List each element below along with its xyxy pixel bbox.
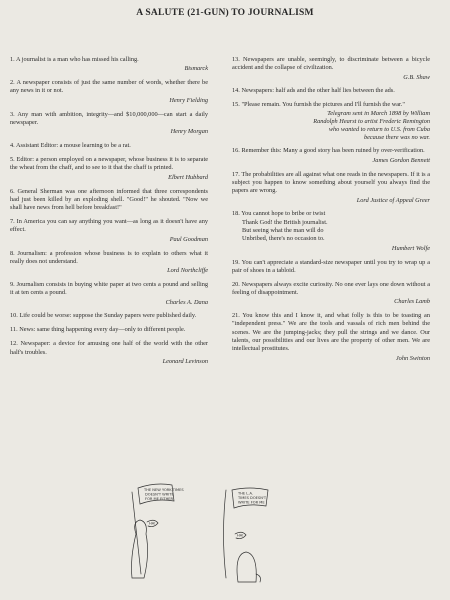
right-sign-line: WRITE FOR ME xyxy=(238,500,265,505)
quote-16 xyxy=(232,147,430,165)
quote-text: 16. Remember this: Many a good story has been ruined by over-verification. xyxy=(232,147,425,155)
left-bubble-text: HA! xyxy=(149,521,156,526)
verse-line: But seeing what the man will do xyxy=(242,227,324,235)
quote-attribution: Henry Morgan xyxy=(170,128,208,136)
quote-text: 8. Journalism: a profession whose business is to explain to others what it really does not understand. xyxy=(10,249,208,265)
quote-source-line: because there was no war. xyxy=(363,133,430,141)
quote-13 xyxy=(232,56,430,82)
quote-text: 17. The probabilities are all against what one reads in the newspapers. If it is a subject you happen to know something about yourself you always find the papers are wrong. xyxy=(232,170,430,195)
quote-3 xyxy=(10,111,208,137)
right-sign-post xyxy=(224,490,227,578)
quote-18 xyxy=(232,210,430,252)
quote-1 xyxy=(10,56,208,74)
quote-attribution: Lord Justice of Appeal Greer xyxy=(356,196,430,204)
quote-text: 5. Editor: a person employed on a newspaper, whose business it is to separate the wheat from the chaff, and to see to it that the chaff is printed. xyxy=(10,156,208,172)
quote-source-line: Randolph Hearst to artist Frederic Remington xyxy=(313,117,430,125)
quote-attribution: Paul Goodman xyxy=(169,235,208,243)
left-column xyxy=(10,56,208,372)
quote-text: 10. Life could be worse: suppose the Sunday papers were published daily. xyxy=(10,312,197,320)
left-sign-line: DOESN'T WRITE xyxy=(145,492,174,497)
left-sign-post xyxy=(132,492,141,574)
quote-11 xyxy=(10,326,208,334)
quote-attribution: Elbert Hubbard xyxy=(168,173,208,181)
right-sign-line: TIMES DOESN'T xyxy=(238,496,267,500)
cartoon-illustration xyxy=(110,474,310,590)
quote-attribution: Charles Lamb xyxy=(394,298,430,306)
quote-text: 12. Newspaper: a device for amusing one half of the world with the other half's troubles. xyxy=(10,340,208,356)
quote-text: 18. You cannot hope to bribe or twist xyxy=(232,210,326,218)
quote-text: 1. A journalist is a man who has missed his calling. xyxy=(10,56,139,63)
quote-text: 21. You know this and I know it, and what folly is this to be toasting an "independent press." We are the tools and vassals of rich men behind the scenes. We are the jumping-jacks; they pull the strings and we dance. Our talents, our possibilities and our lives are the property of other men. We are intellectual prostitutes. xyxy=(232,312,430,353)
quote-text: 19. You can't appreciate a standard-size newspaper until you try to wrap up a pair of shoes in a tabloid. xyxy=(232,258,430,274)
quote-attribution: James Gordon Bennett xyxy=(372,156,430,164)
right-bubble-text: HA! xyxy=(237,533,244,538)
quote-2 xyxy=(10,79,208,105)
right-figure-tail xyxy=(256,574,261,582)
right-figure xyxy=(237,552,256,582)
left-figure xyxy=(132,520,148,578)
quote-4 xyxy=(10,142,208,150)
quote-attribution: John Swinton xyxy=(395,354,430,362)
quote-text: 3. Any man with ambition, integrity—and $10,000,000—can start a daily newspaper. xyxy=(10,110,208,126)
quote-text: 7. In America you can say anything you want—as long as it doesn't have any effect. xyxy=(10,218,208,234)
quote-text: 2. A newspaper consists of just the same number of words, whether there be any news in it or not. xyxy=(10,79,208,95)
quote-text: 15. "Please remain. You furnish the pictures and I'll furnish the war." xyxy=(232,101,405,109)
page-title: A SALUTE (21-GUN) TO JOURNALISM xyxy=(136,8,314,18)
quote-8 xyxy=(10,250,208,276)
quote-14 xyxy=(232,87,430,95)
quote-19 xyxy=(232,259,430,276)
quote-attribution: Humbert Wolfe xyxy=(391,244,430,252)
quote-15 xyxy=(232,101,430,141)
verse-line: Thank God! the British journalist. xyxy=(242,218,328,226)
quote-source-line: Telegram sent in March 1898 by William xyxy=(327,109,430,117)
quote-attribution: G.B. Shaw xyxy=(403,73,430,81)
quote-text: 11. News: same thing happening every day—only to different people. xyxy=(10,326,186,334)
quote-attribution: Charles A. Dana xyxy=(165,298,208,306)
right-sign-line: THE L.A. xyxy=(238,491,253,496)
right-column xyxy=(232,56,430,369)
quote-7 xyxy=(10,218,208,244)
quote-17 xyxy=(232,171,430,205)
quote-text: 6. General Sherman was one afternoon informed that three correspondents had just been killed by an exploding shell. "Good!" he shouted. "Now we shall have news from hell before breakfast!" xyxy=(10,187,208,212)
quote-attribution: Henry Fielding xyxy=(169,96,208,104)
quote-9 xyxy=(10,281,208,307)
left-sign-line: FOR ME EITHER xyxy=(145,497,174,501)
quote-6 xyxy=(10,188,208,213)
quote-20 xyxy=(232,281,430,307)
quote-attribution: Lord Northcliffe xyxy=(167,267,208,275)
quote-text: 13. Newspapers are unable, seemingly, to discriminate between a bicycle accident and the collapse of civilization. xyxy=(232,56,430,72)
verse-line: Unbribed, there's no occasion to. xyxy=(242,235,325,243)
quote-5 xyxy=(10,156,208,182)
left-sign-line: THE NEW YORK TIMES xyxy=(144,488,184,492)
quote-21 xyxy=(232,312,430,363)
quote-text: 4. Assistant Editor: a mouse learning to be a rat. xyxy=(10,142,131,150)
cartoon-drawing xyxy=(110,474,310,590)
quote-attribution: Leonard Levinson xyxy=(162,357,208,365)
quote-10 xyxy=(10,312,208,320)
quote-text: 14. Newspapers: half ads and the other half lies between the ads. xyxy=(232,87,395,95)
quote-text: 20. Newspapers always excite curiosity. No one ever lays one down without a feeling of disappointment. xyxy=(232,280,430,296)
quote-attribution: Bismarck xyxy=(184,65,208,73)
quote-12 xyxy=(10,340,208,366)
quote-text: 9. Journalism consists in buying white paper at two cents a pound and selling it at ten cents a pound. xyxy=(10,280,208,297)
quote-source-line: who wanted to return to U.S. from Cuba xyxy=(328,125,430,133)
